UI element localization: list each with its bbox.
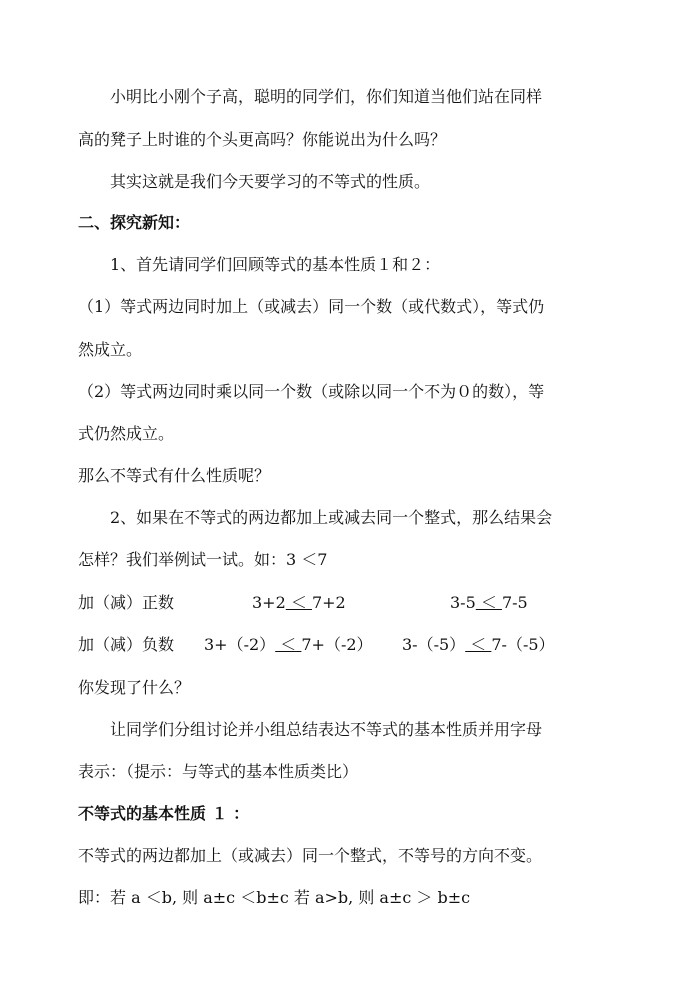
property-title: 不等式的基本性质 １ ： [78, 804, 250, 823]
question-1: 1、首先请同学们回顾等式的基本性质１和２： [110, 255, 441, 274]
equation-property-2-line2: 式仍然成立。 [78, 424, 175, 443]
paragraph-intro-line2: 高的凳子上时谁的个头更高吗？你能说出为什么吗？ [78, 130, 447, 149]
question-inequality: 那么不等式有什么性质呢？ [78, 466, 271, 485]
example-blank: ＜ [465, 635, 492, 654]
example-blank: ＜ [475, 593, 502, 612]
discussion-line1: 让同学们分组讨论并小组总结表达不等式的基本性质并用字母 [110, 720, 543, 739]
equation-property-1-line1: （1）等式两边同时加上（或减去）同一个数（或代数式），等式仍 [78, 297, 545, 316]
question-2-line1: 2、如果在不等式的两边都加上或减去同一个整式，那么结果会 [110, 508, 553, 527]
equation-property-1-line2: 然成立。 [78, 340, 143, 359]
example-expression: 3+（-2） ＜ 7+（-2） [204, 635, 373, 654]
equation-property-2-line1: （2）等式两边同时乘以同一个数（或除以同一个不为０的数），等 [78, 382, 545, 401]
property-statement: 不等式的两边都加上（或减去）同一个整式，不等号的方向不变。 [78, 846, 543, 865]
section-heading: 二、探究新知： [78, 213, 191, 232]
example-expression: 3-（-5） ＜ 7-（-5） [402, 635, 555, 654]
example-label: 加（减）正数 [78, 593, 175, 612]
example-blank: ＜ [275, 635, 302, 654]
question-2-line2: 怎样？我们举例试一试。如：3 ＜7 [78, 550, 328, 569]
property-formula: 即：若 a ＜b, 则 a±c ＜b±c 若 a>b, 则 a±c ＞ b±c [78, 888, 471, 907]
example-expression: 3+2 ＜ 7+2 [252, 593, 346, 612]
paragraph-intro-line1: 小明比小刚个子高，聪明的同学们，你们知道当他们站在同样 [110, 87, 543, 106]
example-label: 加（减）负数 [78, 635, 175, 654]
example-blank: ＜ [285, 593, 312, 612]
example-expression: 3-5 ＜ 7-5 [450, 593, 528, 612]
paragraph-topic: 其实这就是我们今天要学习的不等式的性质。 [110, 172, 431, 191]
discussion-line2: 表示：（提示：与等式的基本性质类比） [78, 762, 359, 781]
discovery-question: 你发现了什么？ [78, 678, 191, 697]
